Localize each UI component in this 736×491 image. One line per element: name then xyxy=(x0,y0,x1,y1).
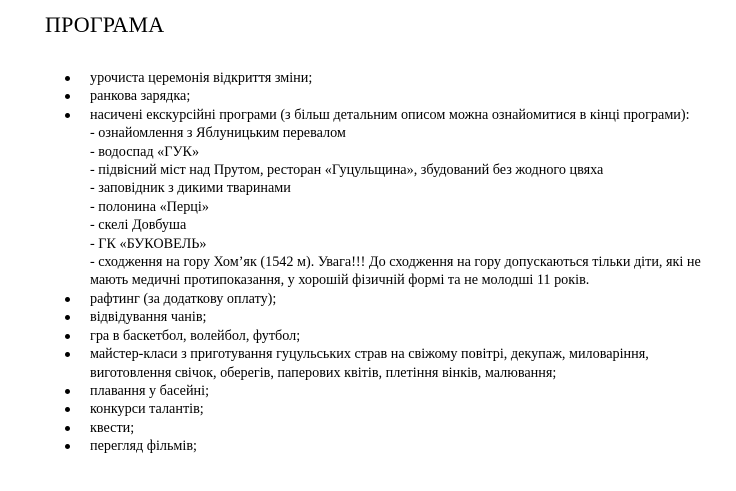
bullet-icon xyxy=(65,297,70,302)
bullet-icon xyxy=(65,426,70,431)
list-item xyxy=(0,400,736,418)
list-item xyxy=(0,69,736,87)
bullet-icon xyxy=(65,389,70,394)
item-text: насичені екскурсійні програми (з більш детальним описом можна ознайомитися в кінці програми): xyxy=(90,106,690,123)
list-item xyxy=(0,382,736,400)
list-item xyxy=(0,308,736,326)
item-text: плавання у басейні; xyxy=(90,382,210,399)
item-text: конкурси талантів; xyxy=(90,401,204,418)
bullet-icon xyxy=(65,407,70,412)
bullet-icon xyxy=(65,113,70,118)
list-item-excursions xyxy=(0,106,736,290)
list-item xyxy=(0,87,736,105)
page-title: ПРОГРАМА xyxy=(45,12,165,37)
excursion-item: - полонина «Перці» xyxy=(90,198,209,215)
excursion-item: - підвісний міст над Прутом, ресторан «Гуцульщина», збудований без жодного цвяха xyxy=(90,162,604,179)
item-text: гра в баскетбол, волейбол, футбол; xyxy=(90,327,301,344)
bullet-icon xyxy=(65,444,70,449)
item-text: урочиста церемонія відкриття зміни; xyxy=(90,70,313,86)
item-text: рафтинг (за додаткову оплату); xyxy=(90,290,277,307)
item-text: квести; xyxy=(90,419,135,436)
excursion-item: - сходження на гору Хом’як (1542 м). Увага!!! До сходження на гору допускаються тільки діти, які не мають медичні протипоказання, у хорошій фізичній формі та не молодші 11 років. xyxy=(90,254,701,289)
bullet-icon xyxy=(65,94,70,99)
item-text: відвідування чанів; xyxy=(90,309,207,326)
excursion-item: - ознайомлення з Яблуницьким перевалом xyxy=(90,125,346,142)
bullet-icon xyxy=(65,315,70,320)
excursion-item: - ГК «БУКОВЕЛЬ» xyxy=(90,235,207,252)
bullet-icon xyxy=(65,76,70,81)
list-item xyxy=(0,419,736,437)
bullet-icon xyxy=(65,352,70,357)
item-text: перегляд фільмів; xyxy=(90,438,197,455)
excursion-item: - заповідник з дикими тваринами xyxy=(90,180,291,197)
bullet-icon xyxy=(65,334,70,339)
list-item xyxy=(0,290,736,308)
list-item xyxy=(0,345,736,382)
list-item xyxy=(0,327,736,345)
program-list xyxy=(0,69,736,456)
item-text: майстер-класи з приготування гуцульських страв на свіжому повітрі, декупаж, миловаріння, виготовлення свічок, оберегів, паперових квітів, плетіння вінків, малювання; xyxy=(90,346,649,381)
excursion-item: - скелі Довбуша xyxy=(90,217,187,234)
list-item xyxy=(0,437,736,455)
excursion-item: - водоспад «ГУК» xyxy=(90,143,200,160)
item-text: ранкова зарядка; xyxy=(90,88,191,105)
